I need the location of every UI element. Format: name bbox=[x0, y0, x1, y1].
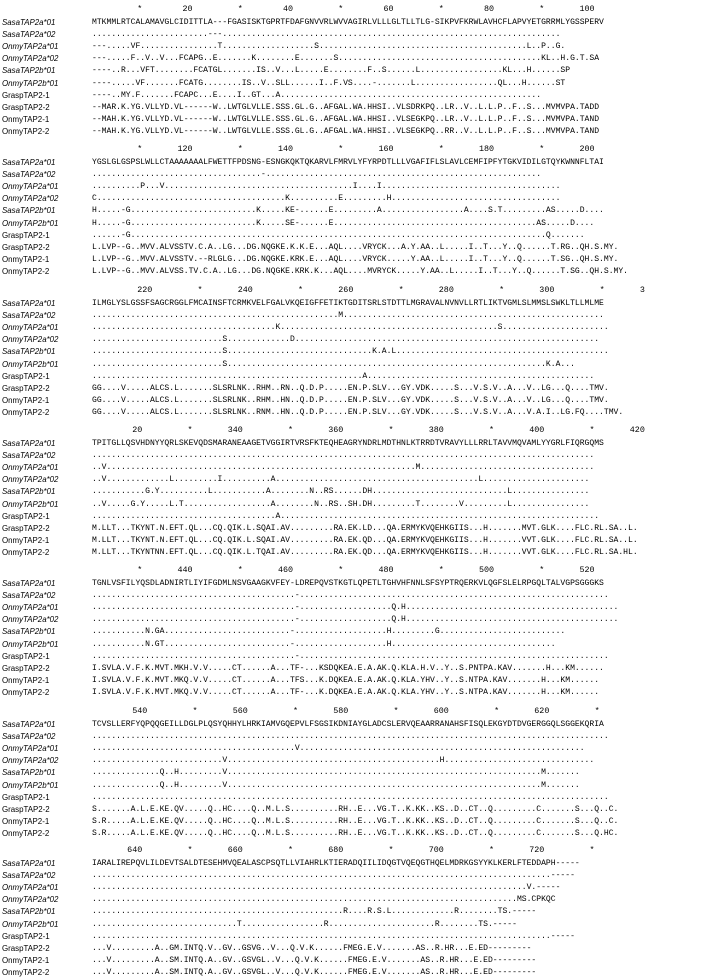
sequence-row bbox=[0, 230, 720, 241]
sequence-label: OnmyTAP2-1 bbox=[2, 114, 50, 124]
sequence-residues: ..V.............L.........I..........A..........................................L...................... bbox=[92, 475, 590, 485]
sequence-label: SasaTAP2b*01 bbox=[2, 347, 56, 357]
sequence-label: GraspTAP2-2 bbox=[2, 102, 50, 112]
sequence-residues: ..........................................V........................................................... bbox=[92, 744, 585, 754]
sequence-row bbox=[0, 499, 720, 510]
sequence-row bbox=[0, 126, 720, 137]
sequence-label: SasaTAP2a*02 bbox=[2, 871, 56, 881]
sequence-label: OnmyTAP2-1 bbox=[2, 675, 50, 685]
sequence-row bbox=[0, 78, 720, 89]
sequence-row bbox=[0, 894, 720, 905]
sequence-label: OnmyTAP2a*01 bbox=[2, 323, 59, 333]
sequence-residues: ....................................................R....R.S.L.............R........TS.----- bbox=[92, 907, 537, 917]
sequence-residues: ----.....VF.......FCATG........IS..V..SLL......I..F.VS....-.......L.................QL...H......ST bbox=[92, 78, 566, 88]
sequence-label: OnmyTAP2b*01 bbox=[2, 919, 59, 929]
sequence-label: OnmyTAP2-2 bbox=[2, 967, 50, 977]
sequence-residues: ........................---...................................................................... bbox=[92, 30, 561, 40]
sequence-row bbox=[0, 858, 720, 869]
sequence-row bbox=[0, 334, 720, 345]
sequence-row bbox=[0, 626, 720, 637]
sequence-residues: ...............................................................................................----- bbox=[92, 871, 575, 881]
sequence-row bbox=[0, 767, 720, 778]
sequence-label: OnmyTAP2-2 bbox=[2, 126, 50, 136]
sequence-label: OnmyTAP2b*01 bbox=[2, 780, 59, 790]
sequence-residues: S.R.....A.L.E.KE.QV.....Q..HC....Q..M.L.S..........RH..E...VG.T..K.KK..KS..D..CT..Q.........C.......S...Q..C. bbox=[92, 816, 619, 826]
sequence-row bbox=[0, 792, 720, 803]
sequence-label: OnmyTAP2a*01 bbox=[2, 182, 59, 192]
sequence-residues: ..............................T.................R......................R........TS.----- bbox=[92, 919, 517, 929]
sequence-residues: ...V.........A..GM.INTQ.V..GV..GSVG..V...Q.V.K......FMEG.E.V.......AS..R.HR...E.ED--------- bbox=[92, 943, 532, 953]
sequence-row bbox=[0, 102, 720, 113]
sequence-residues: ...........................S..................................................................K.A... bbox=[92, 359, 575, 369]
sequence-label: GraspTAP2-1 bbox=[2, 230, 50, 240]
sequence-residues: ----..R...VFT........FCATGL.......IS..V...L.....E........F..S......L.................KL...H......SP bbox=[92, 66, 571, 76]
sequence-residues: GG....V.....ALCS.L.......SLSRLNK..RHM..RN..Q.D.P.....EN.P.SLV...GY.VDK.....S...V.S.V..A...V..LG...Q....TMV. bbox=[92, 383, 609, 393]
sequence-label: SasaTAP2a*02 bbox=[2, 30, 56, 40]
sequence-row bbox=[0, 322, 720, 333]
sequence-label: OnmyTAP2-2 bbox=[2, 266, 50, 276]
sequence-label: GraspTAP2-1 bbox=[2, 651, 50, 661]
sequence-label: GraspTAP2-2 bbox=[2, 383, 50, 393]
sequence-label: SasaTAP2a*02 bbox=[2, 311, 56, 321]
sequence-label: GraspTAP2-2 bbox=[2, 523, 50, 533]
sequence-residues: --MAH.K.YG.VLLYD.VL------W..LWTGLVLLE.SSS.GL.G..AFGAL.WA.HHSI..VLSEGKPQ..RR..V..L.L.P..F..S...MVMVPA.TAND bbox=[92, 126, 600, 136]
sequence-label: SasaTAP2b*01 bbox=[2, 768, 56, 778]
sequence-row bbox=[0, 663, 720, 674]
sequence-row bbox=[0, 675, 720, 686]
sequence-residues: ILMGLYSLGSSFSAGCRGGLFMCAINSFTCRMKVELFGALVKQEIGFFETIKTGDITSRLSTDTTLMGRAVALNVNVLLRTLIKTVGMLSLMMSLSWKLTLLMLME bbox=[92, 299, 604, 308]
sequence-label: SasaTAP2a*02 bbox=[2, 170, 56, 180]
sequence-label: GraspTAP2-1 bbox=[2, 511, 50, 521]
sequence-row bbox=[0, 254, 720, 265]
sequence-label: OnmyTAP2b*01 bbox=[2, 78, 59, 88]
sequence-residues: M.LLT...TKYNT.N.EFT.QL...CQ.QIK.L.SQAI.AV.........RA.EK.QD...QA.ERMYKVQEHKGIIS...H.......VVT.GLK....FLC.RL.SA..L. bbox=[92, 535, 638, 545]
sequence-row bbox=[0, 65, 720, 76]
sequence-residues: ........................................................................................MS.CPKQC bbox=[92, 895, 556, 905]
sequence-row bbox=[0, 967, 720, 978]
sequence-label: SasaTAP2a*01 bbox=[2, 18, 56, 27]
sequence-label: OnmyTAP2-1 bbox=[2, 955, 50, 965]
sequence-residues: I.SVLA.V.F.K.MVT.MKQ.V.V.....CT......A...TF-...K.DQKEA.E.A.AK.Q.KLA.YHV..Y..S.NTPA.KAV.......H...KM...... bbox=[92, 687, 600, 697]
sequence-label: SasaTAP2b*01 bbox=[2, 907, 56, 917]
sequence-residues: ...V.........A..SM.INTQ.A..GV..GSVGL..V...Q.V.K......FMEG.E.V.......AS..R.HR...E.ED--------- bbox=[92, 967, 537, 977]
sequence-residues: ........................................................................................................... bbox=[92, 732, 609, 742]
sequence-label: SasaTAP2a*01 bbox=[2, 720, 56, 729]
sequence-residues: ..............Q..H.........V.................................................................M....... bbox=[92, 768, 580, 778]
sequence-residues: ........................................................................................................ bbox=[92, 451, 595, 461]
sequence-label: OnmyTAP2-1 bbox=[2, 395, 50, 405]
sequence-residues: ..........................................-................................................................ bbox=[92, 651, 609, 661]
sequence-residues: H.....-G..........................K.....KE-......E.........A.................A....S.T.........AS.....D.... bbox=[92, 206, 604, 216]
sequence-label: OnmyTAP2-1 bbox=[2, 535, 50, 545]
position-ruler: 540 * 560 * 580 * 600 * 620 * bbox=[92, 706, 600, 716]
sequence-row bbox=[0, 371, 720, 382]
sequence-residues: ---.....F..V..V...FCAPG..E.......K........E.......S..........................................KL..H.G.T.SA bbox=[92, 54, 600, 64]
sequence-row bbox=[0, 535, 720, 546]
sequence-residues: YGSLGLGSPSLWLLCTAAAAAAALFWETTFPDSNG-ESNGKQKTQKARVLFMRVLYFYRPDTLLLVGAFIFLSLAVLCEMFIPFYTGKVIDILGTQYKWNNFLTAI bbox=[92, 158, 604, 167]
sequence-residues: L.LVP--G..MVV.ALVSSTV.C.A..LG...DG.NQGKE.K.K.E...AQL....VRYCK...A.Y.AA..L.....I..T...Y..Q......T.RG..QH.S.MY. bbox=[92, 242, 619, 252]
sequence-residues: L.LVP--G..MVV.ALVSS.TV.C.A..LG...DG.NQGKE.KRK.K...AQL....MVRYCK.....Y.AA..L.....I..T...Y..Q......T.SG..QH.S.MY. bbox=[92, 266, 629, 276]
sequence-row bbox=[0, 590, 720, 601]
sequence-residues: --MAR.K.YG.VLLYD.VL------W..LWTGLVLLE.SSS.GL.G..AFGAL.WA.HHSI..VLSDRKPQ..LR..V..L.L.P..F..S...MVMVPA.TADD bbox=[92, 102, 600, 112]
sequence-label: SasaTAP2a*01 bbox=[2, 439, 56, 448]
sequence-label: GraspTAP2-1 bbox=[2, 792, 50, 802]
sequence-residues: ...........................S..............................K.A.L............................................ bbox=[92, 347, 609, 357]
sequence-residues: ----..MY.F.......FCAPC...E....I..GT...A...................................................... bbox=[92, 90, 542, 100]
sequence-row bbox=[0, 906, 720, 917]
sequence-residues: ......................................K.............................................S...................... bbox=[92, 323, 609, 333]
sequence-label: OnmyTAP2a*01 bbox=[2, 883, 59, 893]
sequence-row bbox=[0, 298, 720, 309]
sequence-row bbox=[0, 719, 720, 730]
sequence-row bbox=[0, 395, 720, 406]
sequence-label: OnmyTAP2-1 bbox=[2, 816, 50, 826]
sequence-row bbox=[0, 242, 720, 253]
sequence-residues: I.SVLA.V.F.K.MVT.MKH.V.V.....CT......A...TF-...KSDQKEA.E.A.AK.Q.KLA.H.V..Y..S.PNTPA.KAV.......H...KM...... bbox=[92, 663, 604, 673]
sequence-label: SasaTAP2b*01 bbox=[2, 487, 56, 497]
sequence-label: OnmyTAP2b*01 bbox=[2, 218, 59, 228]
sequence-label: OnmyTAP2a*02 bbox=[2, 475, 59, 485]
sequence-label: SasaTAP2a*01 bbox=[2, 859, 56, 868]
sequence-residues: ...................................................M...................................................... bbox=[92, 311, 604, 321]
sequence-residues: C.......................................K..........E.........H................................... bbox=[92, 194, 561, 204]
sequence-row bbox=[0, 181, 720, 192]
sequence-row bbox=[0, 511, 720, 522]
sequence-row bbox=[0, 651, 720, 662]
sequence-label: SasaTAP2b*01 bbox=[2, 627, 56, 637]
sequence-row bbox=[0, 90, 720, 101]
sequence-label: GraspTAP2-1 bbox=[2, 931, 50, 941]
sequence-label: OnmyTAP2b*01 bbox=[2, 499, 59, 509]
sequence-row bbox=[0, 870, 720, 881]
sequence-label: SasaTAP2b*01 bbox=[2, 206, 56, 216]
sequence-residues: ...........................V............................................H............................... bbox=[92, 756, 595, 766]
sequence-label: SasaTAP2a*02 bbox=[2, 451, 56, 461]
sequence-label: GraspTAP2-1 bbox=[2, 371, 50, 381]
sequence-label: OnmyTAP2a*01 bbox=[2, 42, 59, 52]
sequence-residues: I.SVLA.V.F.K.MVT.MKQ.V.V.....CT......A...TFS...K.DQKEA.E.A.AK.Q.KLA.YHV..Y..S.NTPA.KAV.......H...KM...... bbox=[92, 675, 600, 685]
sequence-residues: ...........N.GA..........................-...................H.........G.......................... bbox=[92, 627, 566, 637]
sequence-row bbox=[0, 639, 720, 650]
sequence-label: OnmyTAP2b*01 bbox=[2, 359, 59, 369]
sequence-row bbox=[0, 205, 720, 216]
sequence-row bbox=[0, 943, 720, 954]
sequence-label: SasaTAP2a*01 bbox=[2, 299, 56, 308]
sequence-row bbox=[0, 687, 720, 698]
position-ruler: 640 * 660 * 680 * 700 * 720 * bbox=[92, 845, 595, 855]
sequence-row bbox=[0, 743, 720, 754]
position-ruler: * 440 * 460 * 480 * 500 * 520 bbox=[92, 565, 595, 575]
sequence-row bbox=[0, 114, 720, 125]
sequence-residues: IARALIREPQVLILDEVTSALDTESEHMVQEALASCPSQTLLVIAHRLKTIERADQIILIDQGTVQEQGTHQELMDRKGSYYKLKERLFTEDDAPH----- bbox=[92, 859, 580, 868]
sequence-row bbox=[0, 218, 720, 229]
sequence-row bbox=[0, 157, 720, 168]
sequence-row bbox=[0, 450, 720, 461]
position-ruler: 220 * 240 * 260 * 280 * 300 * 3 bbox=[92, 285, 645, 295]
sequence-row bbox=[0, 407, 720, 418]
sequence-label: OnmyTAP2a*01 bbox=[2, 463, 59, 473]
sequence-residues: ..V.....G.Y.....L.T..................A........N..RS..SH.DH.........T........V.........L................ bbox=[92, 499, 590, 509]
sequence-residues: GG....V.....ALCS.L.......SLSRLNK..RHM..HN..Q.D.P.....EN.P.SLV...GY.VDK.....S...V.S.V..A...V..LG...Q....TMV. bbox=[92, 395, 609, 405]
sequence-label: SasaTAP2a*02 bbox=[2, 591, 56, 601]
sequence-row bbox=[0, 169, 720, 180]
sequence-row bbox=[0, 828, 720, 839]
position-ruler: * 20 * 40 * 60 * 80 * 100 bbox=[92, 4, 595, 14]
sequence-row bbox=[0, 41, 720, 52]
sequence-row bbox=[0, 602, 720, 613]
sequence-label: OnmyTAP2a*02 bbox=[2, 615, 59, 625]
sequence-residues: S.R.....A.L.E.KE.QV.....Q..HC....Q..M.L.S..........RH..E...VG.T..K.KK..KS..D..CT..Q.........C.......S...Q.HC. bbox=[92, 828, 619, 838]
sequence-row bbox=[0, 614, 720, 625]
sequence-residues: S.......A.L.E.KE.QV.....Q..HC....Q..M.L.S..........RH..E...VG.T..K.KK..KS..D..CT..Q.........C.......S...Q..C. bbox=[92, 804, 619, 814]
sequence-label: GraspTAP2-2 bbox=[2, 663, 50, 673]
sequence-label: OnmyTAP2a*02 bbox=[2, 756, 59, 766]
position-ruler: * 120 * 140 * 160 * 180 * 200 bbox=[92, 144, 595, 154]
sequence-residues: ..........P...V.......................................I....I..................................... bbox=[92, 182, 561, 192]
sequence-residues: MTKMMLRTCALAMAVGLCIDITTLA---FGASISKTGPRTFDAFGNVVRLWVVAGIRLVLLLGLTLLTLG-SIKPVFKRWLAVHCFLAPVYETGRRMLYGSSPERV bbox=[92, 18, 604, 27]
sequence-label: OnmyTAP2-2 bbox=[2, 687, 50, 697]
sequence-residues: TCVSLLERFYQPQQGEILLDGLPLQSYQHHYLHRKIAMVGQEPVLFSGSIKDNIAYGLADCSLERVQEAARRANAHSFISQLEKGYDTDVGERGGQLSGGEKQRIA bbox=[92, 720, 604, 729]
sequence-residues: ........................................................A............................................... bbox=[92, 371, 595, 381]
sequence-label: OnmyTAP2a*02 bbox=[2, 895, 59, 905]
sequence-label: SasaTAP2b*01 bbox=[2, 66, 56, 76]
sequence-row bbox=[0, 486, 720, 497]
sequence-residues: ..........................................-...................Q.H............................................ bbox=[92, 615, 619, 625]
sequence-residues: ...........N.GT..........................-...................H.................................. bbox=[92, 639, 556, 649]
sequence-residues: ...........................S.............D............................................................... bbox=[92, 335, 600, 345]
sequence-row bbox=[0, 547, 720, 558]
position-ruler: 20 * 340 * 360 * 380 * 400 * 420 bbox=[92, 425, 645, 435]
sequence-label: GraspTAP2-2 bbox=[2, 804, 50, 814]
sequence-label: OnmyTAP2a*01 bbox=[2, 744, 59, 754]
sequence-row bbox=[0, 359, 720, 370]
sequence-residues: ---.....VF................T...................S...........................................L..P..G. bbox=[92, 42, 566, 52]
sequence-label: OnmyTAP2a*02 bbox=[2, 194, 59, 204]
sequence-row bbox=[0, 53, 720, 64]
sequence-residues: TGNLVSFILYQSDLADNIRTLIYIFGDMLNSVGAAGKVFEY-LDREPQVSTKGTLQPETLTGHVHFNNLSFSYPTRQERKVLQGFSLELRPGQLTALVGPSGGGKS bbox=[92, 579, 604, 588]
sequence-row bbox=[0, 523, 720, 534]
sequence-residues: TPITGLLQSVHDNYYQRLSKEVQDSMARANEAAGETVGGIRTVRSFKTEQHEAGRYNDRLMDTHNLKTRRDTVRAVYLLLRRLTAVVMQVAMLYYGRLFIQRGQMS bbox=[92, 439, 604, 448]
sequence-residues: ..............Q..H.........V.................................................................M....... bbox=[92, 780, 580, 790]
sequence-label: GraspTAP2-2 bbox=[2, 943, 50, 953]
sequence-row bbox=[0, 462, 720, 473]
sequence-row bbox=[0, 310, 720, 321]
sequence-residues: --MAH.K.YG.VLLYD.VL------W..LWTGLVLLE.SSS.GL.G..AFGAL.WA.HHSI..VLSEGKPQ..LR..V..L.L.P..F..S...MVMVPA.TAND bbox=[92, 114, 600, 124]
sequence-residues: H.....-G..........................K.....SE-......E..........................................AS.....D.... bbox=[92, 218, 595, 228]
sequence-residues: M.LLT...TKYNTNN.EFT.QL...CQ.QIK.L.TQAI.AV.........RA.EK.QD...QA.ERMYKVQEHKGIIS...H.......VVT.GLK....FLC.RL.SA.HL. bbox=[92, 547, 638, 557]
sequence-residues: ......................................A.................................................................. bbox=[92, 511, 600, 521]
sequence-residues: ...................................-......................................................... bbox=[92, 170, 542, 180]
sequence-residues: ..........................................................................................V.----- bbox=[92, 883, 561, 893]
sequence-label: SasaTAP2a*01 bbox=[2, 579, 56, 588]
sequence-row bbox=[0, 578, 720, 589]
sequence-label: OnmyTAP2-1 bbox=[2, 254, 50, 264]
sequence-label: SasaTAP2a*01 bbox=[2, 158, 56, 167]
sequence-label: OnmyTAP2a*02 bbox=[2, 335, 59, 345]
sequence-row bbox=[0, 816, 720, 827]
sequence-row bbox=[0, 804, 720, 815]
sequence-label: OnmyTAP2-2 bbox=[2, 547, 50, 557]
sequence-label: OnmyTAP2a*01 bbox=[2, 603, 59, 613]
sequence-residues: ...............................................................................................----- bbox=[92, 931, 575, 941]
sequence-label: OnmyTAP2b*01 bbox=[2, 639, 59, 649]
sequence-residues: L.LVP--G..MVV.ALVSSTV.--RLGLG...DG.NQGKE.KRK.E...AQL....VRYCK.....Y.AA..L.....I..T...Y..Q......T.SG..QH.S.MY. bbox=[92, 254, 619, 264]
sequence-row bbox=[0, 882, 720, 893]
sequence-residues: ......-G......................................................................................Q....... bbox=[92, 230, 585, 240]
sequence-residues: ..........................................-...................Q.H............................................ bbox=[92, 603, 619, 613]
sequence-residues: ...........G.Y..........L...........A........N..RS......DH............................L................ bbox=[92, 487, 590, 497]
sequence-row bbox=[0, 193, 720, 204]
sequence-label: GraspTAP2-2 bbox=[2, 242, 50, 252]
sequence-row bbox=[0, 955, 720, 966]
sequence-label: SasaTAP2a*02 bbox=[2, 732, 56, 742]
sequence-residues: ..........................................-................................................................ bbox=[92, 591, 609, 601]
sequence-row bbox=[0, 17, 720, 28]
sequence-row bbox=[0, 931, 720, 942]
sequence-row bbox=[0, 780, 720, 791]
sequence-label: OnmyTAP2-2 bbox=[2, 407, 50, 417]
sequence-residues: ...V.........A..SM.INTQ.A..GV..GSVGL..V...Q.V.K......FMEG.E.V.......AS..R.HR...E.ED--------- bbox=[92, 955, 537, 965]
sequence-row bbox=[0, 919, 720, 930]
sequence-row bbox=[0, 755, 720, 766]
sequence-row bbox=[0, 346, 720, 357]
sequence-row bbox=[0, 29, 720, 40]
sequence-row bbox=[0, 383, 720, 394]
sequence-label: GraspTAP2-1 bbox=[2, 90, 50, 100]
sequence-row bbox=[0, 731, 720, 742]
sequence-label: OnmyTAP2-2 bbox=[2, 828, 50, 838]
sequence-residues: M.LLT...TKYNT.N.EFT.QL...CQ.QIK.L.SQAI.AV.........RA.EK.LD...QA.ERMYKVQEHKGIIS...H.......MVT.GLK....FLC.RL.SA..L. bbox=[92, 523, 638, 533]
sequence-residues: ..V................................................................M.................................... bbox=[92, 463, 595, 473]
sequence-row bbox=[0, 474, 720, 485]
sequence-label: OnmyTAP2a*02 bbox=[2, 54, 59, 64]
sequence-residues: ........................................................................................................... bbox=[92, 792, 609, 802]
sequence-row bbox=[0, 266, 720, 277]
sequence-residues: GG....V.....ALCS.L.......SLSRLNK..RNM..HN..Q.D.P.....EN.P.SLV...GY.VDK.....S...V.S.V..A...V.A.I..LG.FQ....TMV. bbox=[92, 407, 624, 417]
sequence-row bbox=[0, 438, 720, 449]
